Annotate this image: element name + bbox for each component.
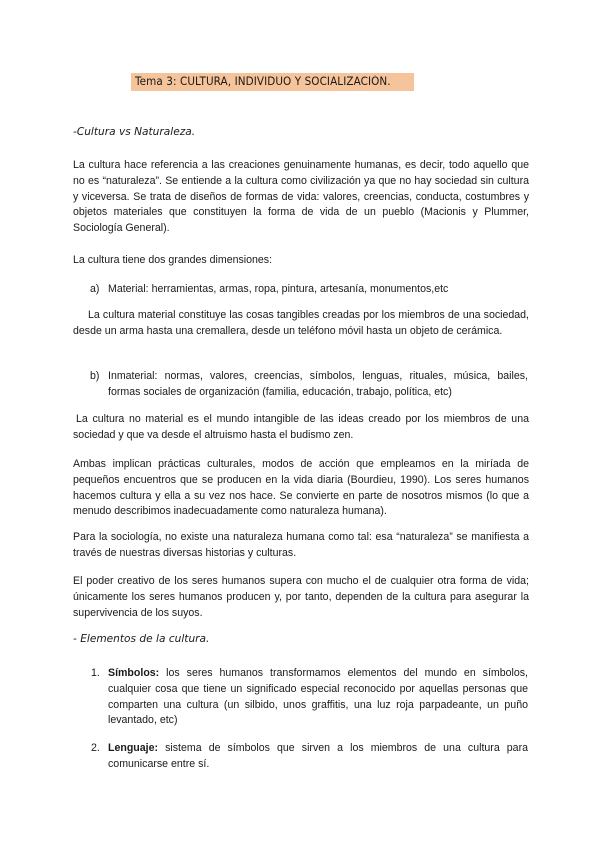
list-item-material: Material: herramientas, armas, ropa, pintura, artesanía, monumentos,etc <box>108 283 449 295</box>
paragraph-creative-power: El poder creativo de los seres humanos supera con mucho el de cualquier otra forma de vida; únicamente los seres humanos producen y, por tanto, dependen de la cultura para asegurar la supervivencia de los suyos. <box>73 575 529 619</box>
list-marker-a: a) <box>90 283 100 295</box>
page-title-text: Tema 3: CULTURA, INDIVIDUO Y SOCIALIZACIÓN. <box>135 75 391 88</box>
definition-simbolos: los seres humanos transformamos elementos del mundo en símbolos, cualquier cosa que tiene un significado especial reconocido por aquellas personas que comparten una cultura (un silbido, unos graffitis, una luz roja parpadeante, un puño levantado, etc) <box>108 667 528 727</box>
term-simbolos: Símbolos: <box>108 667 160 679</box>
list-item-simbolos <box>108 666 528 729</box>
paragraph-cultural-practices: Ambas implican prácticas culturales, modos de acción que empleamos en la miríada de pequeños encuentros que se producen en la vida diaria (Bourdieu, 1990). Los seres humanos hacemos cultura y ella a su vez nos hace. Se convierte en parte de nosotros mismos (lo que a menudo describimos inadecuadamente como naturaleza humana). <box>73 458 529 518</box>
paragraph-dimensions-intro: La cultura tiene dos grandes dimensiones: <box>73 254 273 266</box>
paragraph-sociology: Para la sociología, no existe una naturaleza humana como tal: esa “naturaleza” se manifiesta a través de nuestras diversas historias y culturas. <box>73 531 529 559</box>
definition-lenguaje: sistema de símbolos que sirven a los miembros de una cultura para comunicarse entre sí. <box>108 742 528 770</box>
section-heading-cultura-naturaleza: -Cultura vs Naturaleza. <box>73 126 196 138</box>
list-marker-b: b) <box>90 370 100 382</box>
paragraph-definition: La cultura hace referencia a las creaciones genuinamente humanas, es decir, todo aquello que no es “naturaleza”. Se entiende a la cultura como civilización ya que no hay sociedad sin cultura y viceversa. Se trata de diseños de formas de vida: valores, creencias, conducta, costumbres y objetos materiales que constituyen la forma de vida de un pueblo (Macionis y Plummer, Sociología General). <box>73 159 529 235</box>
list-item-inmaterial: Inmaterial: normas, valores, creencias, símbolos, lenguas, rituales, música, bailes, formas sociales de organización (familia, educación, trabajo, política, etc) <box>108 370 528 398</box>
list-marker-2: 2. <box>91 742 100 754</box>
list-marker-1: 1. <box>91 667 100 679</box>
paragraph-material-culture: La cultura material constituye las cosas tangibles creadas por los miembros de una sociedad, desde un arma hasta una cremallera, desde un teléfono móvil hasta un objeto de cerámica. <box>73 309 529 337</box>
page-title <box>131 73 414 91</box>
paragraph-nonmaterial-culture: La cultura no material es el mundo intangible de las ideas creado por los miembros de una sociedad y que va desde el altruismo hasta el budismo zen. <box>73 413 529 441</box>
list-item-lenguaje <box>108 741 528 773</box>
term-lenguaje: Lenguaje: <box>108 742 159 754</box>
section-heading-elementos: - Elementos de la cultura. <box>73 633 210 645</box>
